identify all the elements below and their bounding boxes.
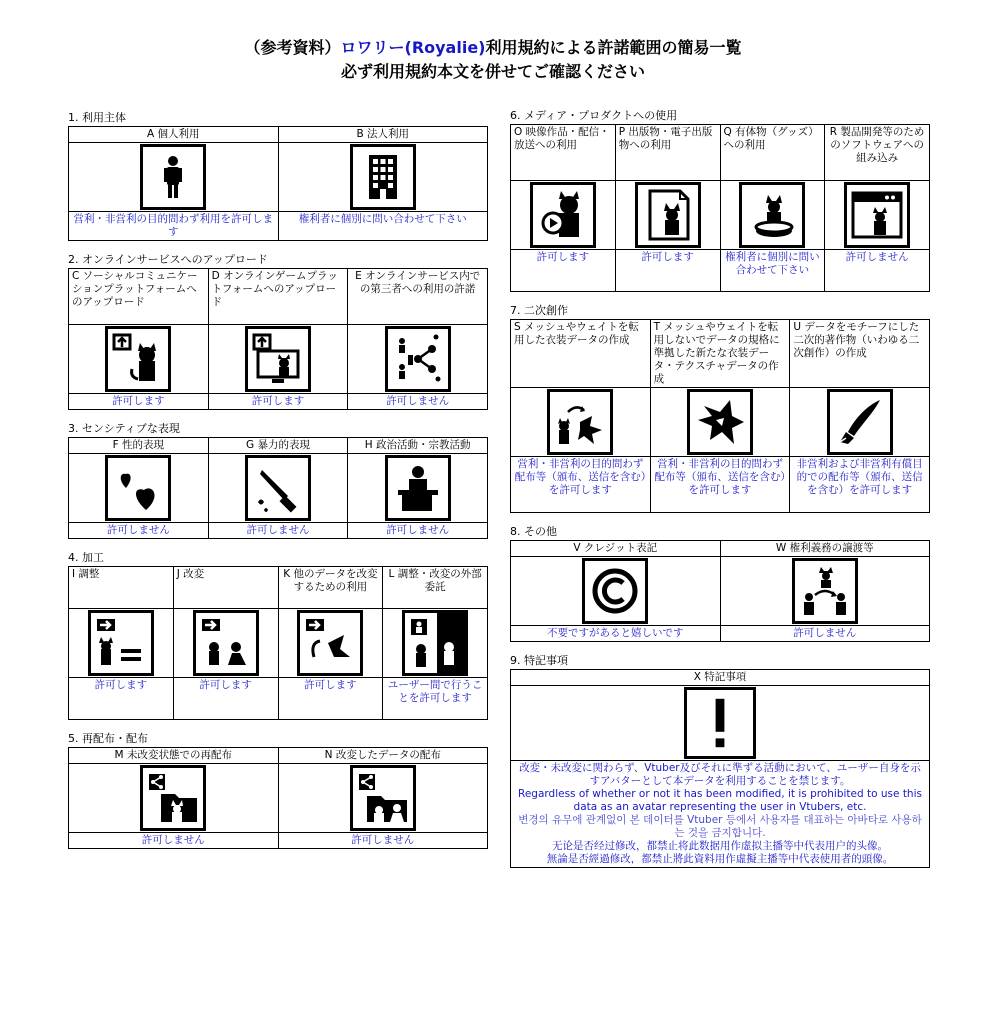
section-derivative-works (510, 303, 930, 513)
outsource-icon (402, 610, 468, 676)
item-label-r: R 製品開発等のためのソフトウェアへの組み込み (825, 125, 930, 181)
page-title (0, 36, 986, 84)
upload-game-icon (245, 326, 311, 392)
item-label-v: V クレジット表記 (511, 541, 721, 557)
item-label-d: D オンラインゲームプラットフォームへのアップロード (208, 269, 348, 325)
usage-subject-table (68, 126, 488, 241)
section-title: 7. 二次創作 (510, 304, 568, 317)
notice-ja: 改変・未改変に関わらず、Vtuber及びそれに準ずる活動において、ユーザー自身を示すアバターとして本データを利用することを禁じます。 (519, 762, 921, 787)
software-icon (844, 182, 910, 248)
section-title: 6. メディア・プロダクトへの使用 (510, 109, 678, 122)
pen-nib-icon (827, 389, 893, 455)
title-line-1 (0, 36, 986, 60)
person-icon (140, 144, 206, 210)
podium-icon (385, 455, 451, 521)
verdict-k: 許可します (278, 678, 383, 720)
section-processing (68, 550, 488, 720)
section-usage-subject (68, 110, 488, 241)
verdict-v: 不要ですがあると嬉しいです (511, 626, 721, 642)
hearts-icon (105, 455, 171, 521)
section-online-upload (68, 252, 488, 410)
section-other (510, 524, 930, 642)
section-special-notes (510, 653, 930, 868)
redistribution-table (68, 747, 488, 849)
special-notes-table (510, 669, 930, 868)
section-title: 4. 加工 (68, 551, 104, 564)
special-notice (511, 761, 930, 868)
item-label-p: P 出版物・電子出版物への利用 (615, 125, 720, 181)
verdict-j: 許可します (173, 678, 278, 720)
verdict-t: 営利・非営利の目的問わず配布等（頒布、送信を含む）を許可します (650, 457, 790, 513)
item-label-i: I 調整 (69, 567, 174, 609)
item-label-w: W 権利義務の譲渡等 (720, 541, 930, 557)
section-title: 1. 利用主体 (68, 111, 126, 124)
item-label-o: O 映像作品・配信・放送への利用 (511, 125, 616, 181)
verdict-b: 権利者に個別に問い合わせて下さい (278, 212, 488, 241)
section-title: 2. オンラインサービスへのアップロード (68, 253, 268, 266)
item-label-s: S メッシュやウェイトを転用した衣装データの作成 (511, 320, 651, 388)
section-title: 5. 再配布・配布 (68, 732, 148, 745)
verdict-u: 非営利および非営利有償目的での配布等（頒布、送信を含む）を許可します (790, 457, 930, 513)
item-label-b: B 法人利用 (278, 127, 488, 143)
item-label-n: N 改変したデータの配布 (278, 748, 488, 764)
item-label-e: E オンラインサービス内での第三者への利用の許諾 (348, 269, 488, 325)
verdict-n: 許可しません (278, 833, 488, 849)
verdict-c: 許可します (69, 394, 209, 410)
verdict-m: 許可しません (69, 833, 279, 849)
reuse-data-icon (297, 610, 363, 676)
building-icon (350, 144, 416, 210)
verdict-i: 許可します (69, 678, 174, 720)
knife-icon (245, 455, 311, 521)
share-folder-icon (140, 765, 206, 831)
sensitive-table (68, 437, 488, 539)
online-upload-table (68, 268, 488, 410)
other-table (510, 540, 930, 642)
item-label-k: K 他のデータを改変するための利用 (278, 567, 383, 609)
verdict-e: 許可しません (348, 394, 488, 410)
verdict-f: 許可しません (69, 523, 209, 539)
verdict-d: 許可します (208, 394, 348, 410)
share-network-icon (385, 326, 451, 392)
item-label-m: M 未改変状態での再配布 (69, 748, 279, 764)
item-label-l: L 調整・改変の外部委託 (383, 567, 488, 609)
verdict-q: 権利者に個別に問い合わせて下さい (720, 250, 825, 292)
verdict-w: 許可しません (720, 626, 930, 642)
notice-zh-tw: 無論是否經過修改，都禁止將此資料用作虛擬主播等中代表使用者的頭像。 (546, 853, 894, 865)
item-label-q: Q 有体物（グッズ）への利用 (720, 125, 825, 181)
verdict-l: ユーザー間で行うことを許可します (383, 678, 488, 720)
verdict-a: 営利・非営利の目的問わず利用を許可します (69, 212, 279, 241)
verdict-h: 許可しません (348, 523, 488, 539)
section-title: 9. 特記事項 (510, 654, 568, 667)
title-suffix: 利用規約による許諾範囲の簡易一覧 (485, 38, 742, 57)
item-label-f: F 性的表現 (69, 438, 209, 454)
right-column (510, 108, 930, 879)
notice-en: Regardless of whether or not it has been modified, it is prohibited to use this data as an avatar representing the user in Vtubers, etc. (518, 788, 922, 813)
item-label-t: T メッシュやウェイトを転用しないでデータの規格に準拠した新たな衣装データ・テクスチャデータの作成 (650, 320, 790, 388)
adjust-icon (88, 610, 154, 676)
video-icon (530, 182, 596, 248)
verdict-r: 許可しません (825, 250, 930, 292)
section-title: 8. その他 (510, 525, 557, 538)
section-redistribution (68, 731, 488, 849)
copyright-icon (582, 558, 648, 624)
item-label-u: U データをモチーフにした二次的著作物（いわゆる二次創作）の作成 (790, 320, 930, 388)
costume-transfer-icon (547, 389, 613, 455)
notice-zh-cn: 无论是否经过修改，都禁止将此数据用作虚拟主播等中代表用户的头像。 (552, 840, 888, 852)
item-label-h: H 政治活動・宗教活動 (348, 438, 488, 454)
verdict-s: 営利・非営利の目的問わず配布等（頒布、送信を含む）を許可します (511, 457, 651, 513)
section-media-products (510, 108, 930, 292)
publication-icon (635, 182, 701, 248)
modify-icon (193, 610, 259, 676)
processing-table (68, 566, 488, 720)
verdict-p: 許可します (615, 250, 720, 292)
item-label-a: A 個人利用 (69, 127, 279, 143)
item-label-g: G 暴力的表現 (208, 438, 348, 454)
share-modified-icon (350, 765, 416, 831)
item-label-x: X 特記事項 (511, 670, 930, 686)
left-column (68, 110, 488, 860)
section-sensitive (68, 421, 488, 539)
transfer-icon (792, 558, 858, 624)
exclamation-icon (684, 687, 756, 759)
brand-name: ロワリー(Royalie) (340, 38, 486, 57)
verdict-g: 許可しません (208, 523, 348, 539)
new-costume-icon (687, 389, 753, 455)
section-title: 3. センシティブな表現 (68, 422, 180, 435)
item-label-j: J 改変 (173, 567, 278, 609)
verdict-o: 許可します (511, 250, 616, 292)
title-prefix: （参考資料） (244, 38, 341, 57)
figure-icon (739, 182, 805, 248)
upload-avatar-icon (105, 326, 171, 392)
media-products-table (510, 124, 930, 292)
derivative-works-table (510, 319, 930, 513)
title-line-2: 必ず利用規約本文を併せてご確認ください (340, 62, 645, 81)
item-label-c: C ソーシャルコミュニケーションプラットフォームへのアップロード (69, 269, 209, 325)
notice-ko: 변경의 유무에 관계없이 본 데이터를 Vtuber 등에서 사용자를 대표하는 아바타로 사용하는 것을 금지합니다. (518, 814, 922, 839)
